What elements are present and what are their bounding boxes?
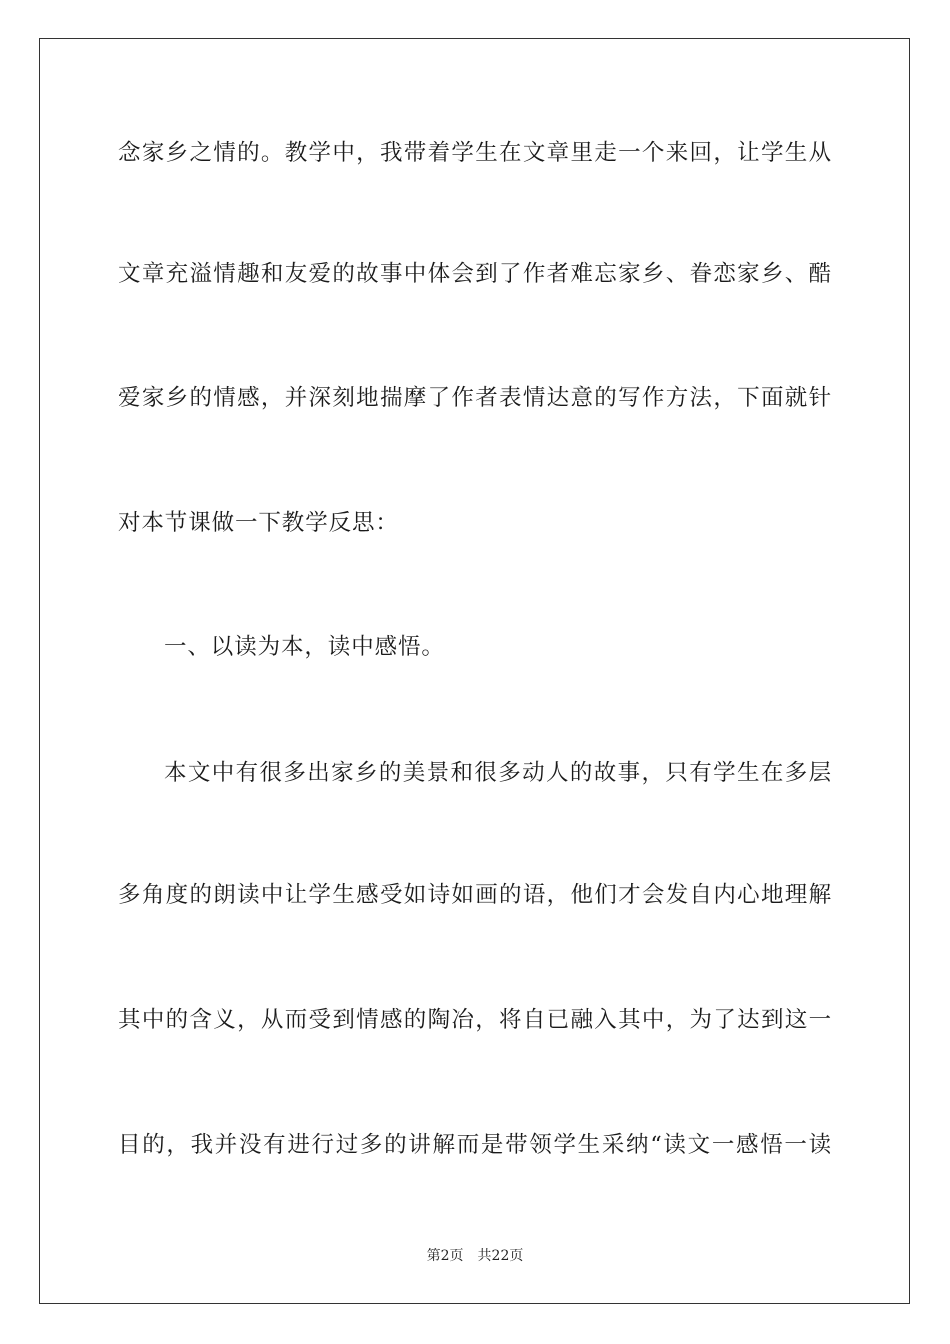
body-text-line-3: 爱家乡的情感，并深刻地揣摩了作者表情达意的写作方法，下面就针 (118, 385, 832, 411)
page-total: 共22页 (477, 1248, 524, 1264)
page-border (39, 38, 910, 1304)
body-text-line-1: 念家乡之情的。教学中，我带着学生在文章里走一个来回，让学生从 (118, 140, 832, 166)
page-footer (0, 1247, 950, 1265)
body-text-line-7: 多角度的朗读中让学生感受如诗如画的语，他们才会发自内心地理解 (118, 882, 832, 908)
body-text-line-4: 对本节课做一下教学反思： (118, 510, 399, 536)
body-text-line-8: 其中的含义，从而受到情感的陶冶，将自已融入其中，为了达到这一 (118, 1007, 832, 1033)
page-number: 第2页 (426, 1248, 464, 1264)
body-text-line-6: 本文中有很多出家乡的美景和很多动人的故事，只有学生在多层 (164, 760, 832, 786)
body-text-line-9: 目的，我并没有进行过多的讲解而是带领学生采纳“读文一感悟一读 (118, 1132, 832, 1158)
section-heading: 一、以读为本，读中感悟。 (164, 634, 445, 660)
body-text-line-2: 文章充溢情趣和友爱的故事中体会到了作者难忘家乡、眷恋家乡、酷 (118, 261, 832, 287)
